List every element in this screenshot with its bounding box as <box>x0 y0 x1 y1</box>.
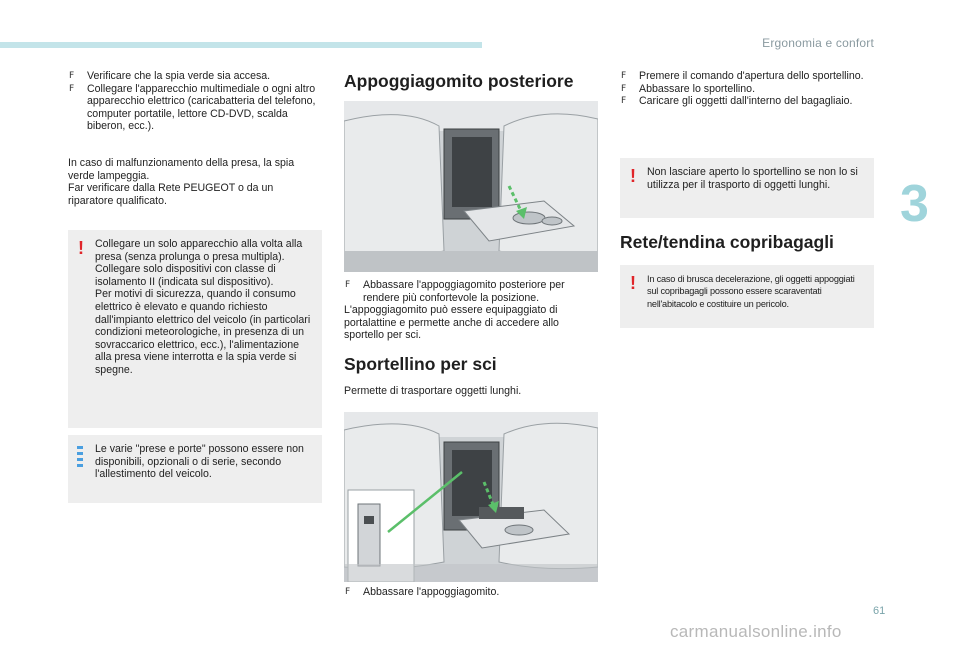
warning-icon: ! <box>78 238 84 258</box>
col3-bullets <box>620 70 874 108</box>
col1-paragraph <box>68 157 318 207</box>
warning-text: Collegare un solo apparecchio alla volta alla presa (senza prolunga o presa multipla). <box>95 238 303 263</box>
heading-ski-hatch: Sportellino per sci <box>344 354 497 374</box>
list-item: F Abbassare l'appoggiagomito posteriore per rendere più confortevole la posizione. <box>344 279 598 304</box>
warning-box <box>68 230 322 428</box>
paragraph-text: L'appoggiagomito può essere equipaggiato di portalattine e permette anche di accedere allo sportello per sci. <box>344 304 559 342</box>
warning-text: Non lasciare aperto lo sportellino se non lo si utilizza per il trasporto di oggetti lunghi. <box>647 166 858 191</box>
header-accent-bar <box>0 42 482 48</box>
page-number: 61 <box>873 605 886 617</box>
heading-rear-armrest: Appoggiagomito posteriore <box>344 71 574 91</box>
info-text: Le varie "prese e porte" possono essere non disponibili, opzionali o di serie, secondo l'allestimento del veicolo. <box>95 443 304 481</box>
list-item: F Verificare che la spia verde sia accesa. <box>68 70 323 83</box>
col1-bullets <box>68 70 323 133</box>
list-item: F Abbassare l'appoggiagomito. <box>344 586 598 599</box>
paragraph-text: In caso di malfunzionamento della presa, la spia verde lampeggia. <box>68 157 295 182</box>
watermark: carmanualsonline.info <box>670 622 842 641</box>
section-title: Ergonomia e confort <box>762 36 874 50</box>
list-item: F Collegare l'apparecchio multimediale o ogni altro apparecchio elettrico (caricabatteria del telefono, computer portatile, lettore CD-DVD, scalda biberon, ecc.). <box>68 83 323 133</box>
paragraph-text: Permette di trasportare oggetti lunghi. <box>344 385 522 397</box>
armrest-illustration <box>344 101 598 272</box>
info-box <box>68 435 322 503</box>
warning-icon: ! <box>630 273 636 293</box>
list-item: F Abbassare lo sportellino. <box>620 83 874 96</box>
heading-luggage-cover: Rete/tendina copribagagli <box>620 232 834 252</box>
list-item: F Caricare gli oggetti dall'interno del bagagliaio. <box>620 95 874 108</box>
warning-box <box>620 158 874 218</box>
col2-text-block <box>344 279 598 342</box>
warning-text: In caso di brusca decelerazione, gli oggetti appoggiati sul copribagagli possono essere scaraventati nell'abitacolo e costituire un pericolo. <box>647 274 855 309</box>
chapter-number: 3 <box>900 175 929 233</box>
paragraph-text: Far verificare dalla Rete PEUGEOT o da un riparatore qualificato. <box>68 182 274 207</box>
warning-box <box>620 265 874 328</box>
warning-text: Per motivi di sicurezza, quando il consumo elettrico è elevato e quando richiesto dall'impianto elettrico del veicolo (in particolari condizioni meteorologiche, in presenza di un sovraccarico elettrico, ecc.), l'alimentazione alla presa viene interrotta e la spia verde si spegne. <box>95 288 311 376</box>
col2-bullet2 <box>344 586 598 599</box>
warning-text: Collegare solo dispositivi con classe di isolamento II (indicata sul dispositivo). <box>95 263 276 288</box>
warning-icon: ! <box>630 166 636 186</box>
info-icon <box>77 446 83 470</box>
ski-hatch-illustration <box>344 412 598 582</box>
list-item: F Premere il comando d'apertura dello sportellino. <box>620 70 874 83</box>
